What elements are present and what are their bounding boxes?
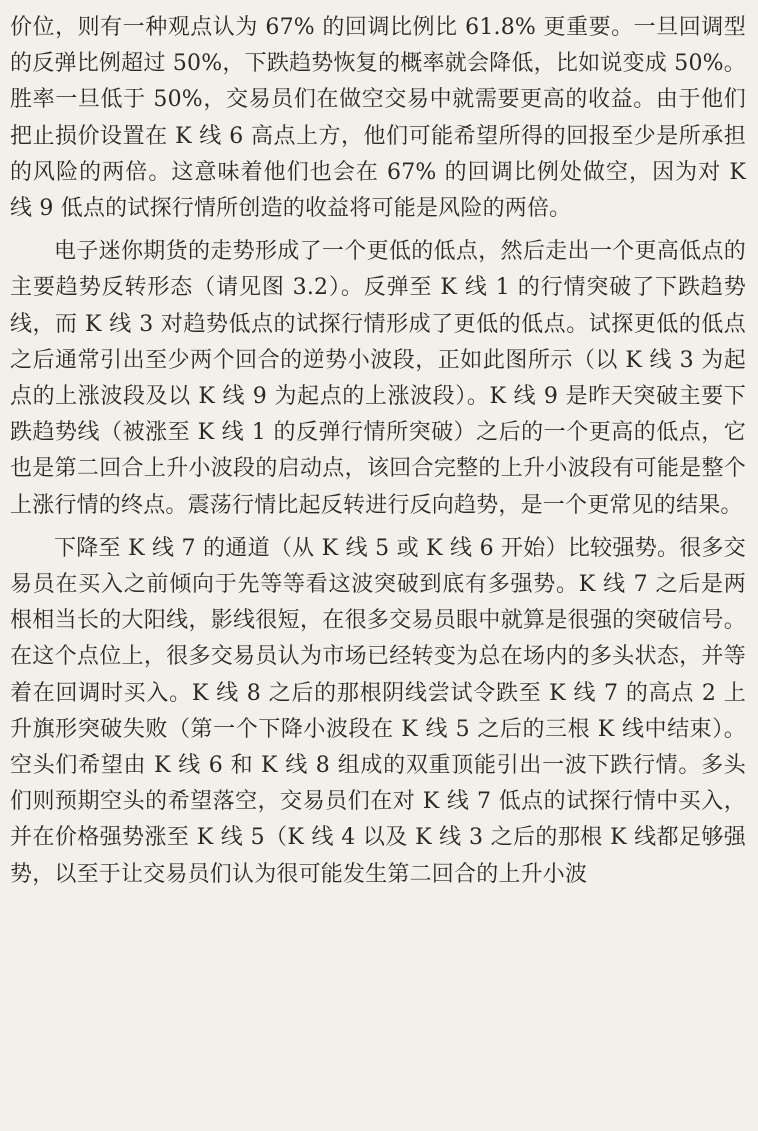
paragraph-2: 电子迷你期货的走势形成了一个更低的低点，然后走出一个更高低点的主要趋势反转形态（请见图 3.2）。反弹至 K 线 1 的行情突破了下跌趋势线，而 K 线 3 对趋势低点的试探行情形成了更低的低点。试探更低的低点之后通常引出至少两个回合的逆势小波段，正如此图所示（以 K 线 3 为起点的上涨波段及以 K 线 9 为起点的上涨波段）。K 线 9 是昨天突破主要下跌趋势线（被涨至 K 线 1 的反弹行情所突破）之后的一个更高的低点，它也是第二回合上升小波段的启动点，该回合完整的上升小波段有可能是整个上涨行情的终点。震荡行情比起反转进行反向趋势，是一个更常见的结果。 (10, 239, 746, 518)
paragraph-gap (10, 524, 746, 531)
paragraph-3: 下降至 K 线 7 的通道（从 K 线 5 或 K 线 6 开始）比较强势。很多交易员在买入之前倾向于先等等看这波突破到底有多强势。K 线 7 之后是两根相当长的大阳线，影线很短，在很多交易员眼中就算是很强的突破信号。在这个点位上，很多交易员认为市场已经转变为总在场内的多头状态，并等着在回调时买入。K 线 8 之后的那根阴线尝试令跌至 K 线 7 的高点 2 上升旗形突破失败（第一个下降小波段在 K 线 5 之后的三根 K 线中结束）。空头们希望由 K 线 6 和 K 线 8 组成的双重顶能引出一波下跌行情。多头们则预期空头的希望落空，交易员们在对 K 线 7 低点的试探行情中买入，并在价格强势涨至 K 线 5（K 线 4 以及 K 线 3 之后的那根 K 线都足够强势，以至于让交易员们认为很可能发生第二回合的上升小波 (10, 535, 746, 887)
page-text (10, 10, 746, 893)
paragraph-gap (10, 227, 746, 234)
paragraph-1: 价位，则有一种观点认为 67% 的回调比例比 61.8% 更重要。一旦回调型的反弹比例超过 50%，下跌趋势恢复的概率就会降低，比如说变成 50%。胜率一旦低于 50%，交易员们在做空交易中就需要更高的收益。由于他们把止损价设置在 K 线 6 高点上方，他们可能希望所得的回报至少是所承担的风险的两倍。这意味着他们也会在 67% 的回调比例处做空，因为对 K 线 9 低点的试探行情所创造的收益将可能是风险的两倍。 (10, 15, 746, 222)
